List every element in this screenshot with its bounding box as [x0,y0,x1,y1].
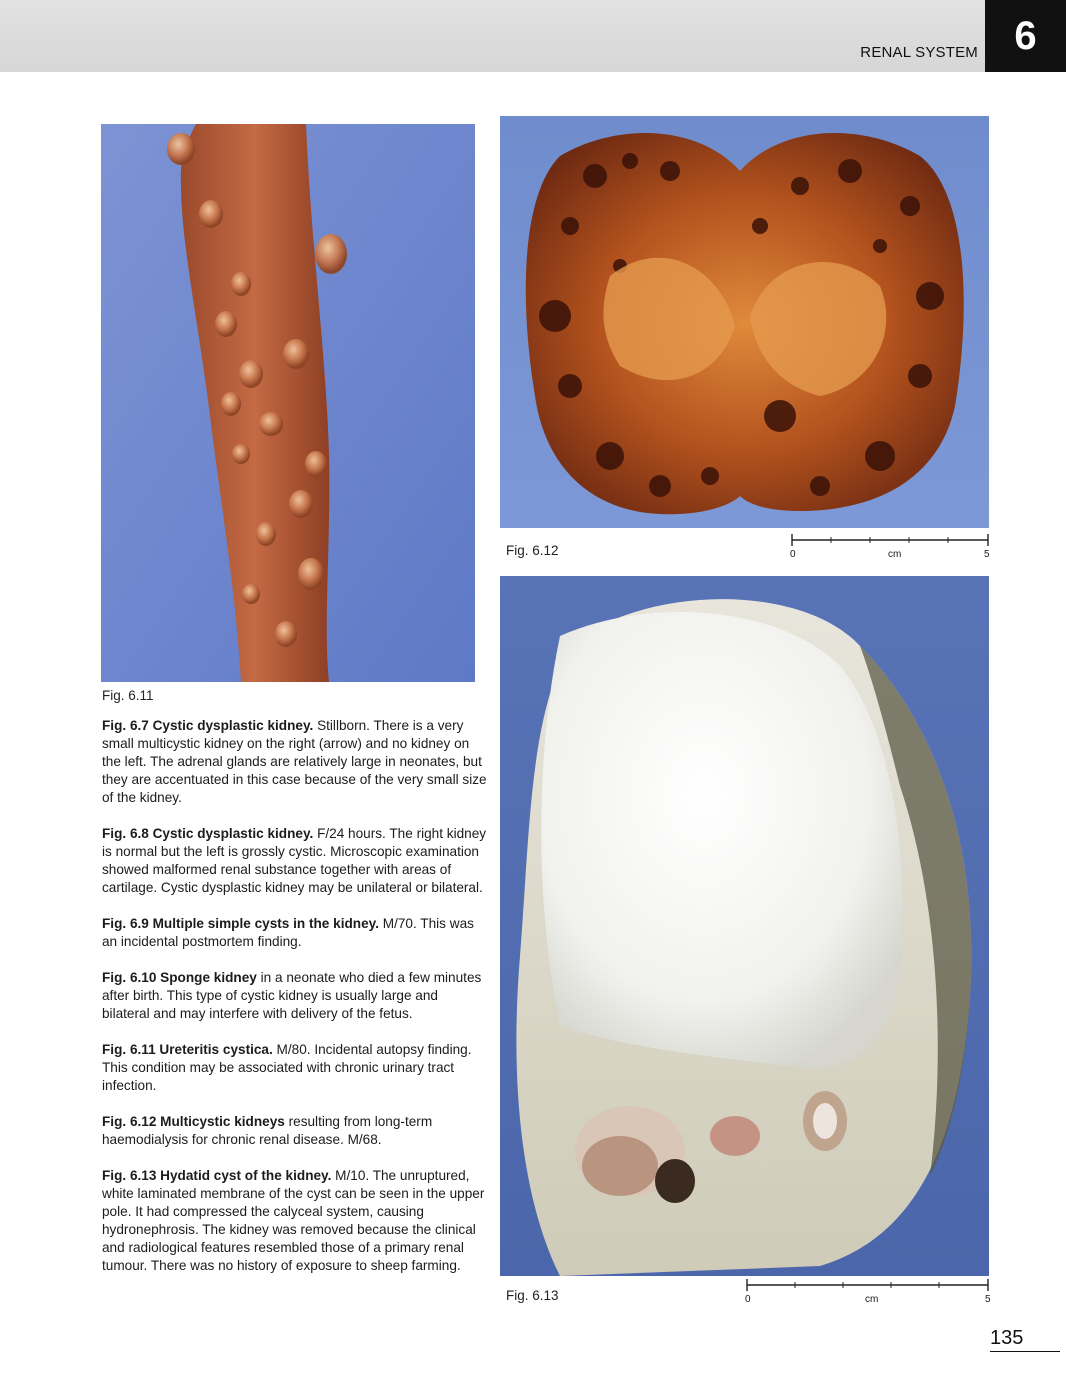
scale-end: 5 [984,549,990,560]
section-title: RENAL SYSTEM [860,44,978,61]
caption-text: in a neonate who died a few minutes after birth. This type of cystic kidney is usually large and bilateral and may interfere with delivery of the fetus. [102,970,482,1021]
caption-text: F/24 hours. The right kidney is normal but the left is grossly cystic. Microscopic examination showed malformed renal substance together with areas of cartilage. Cystic dysplastic kidney may be unilateral or bilateral. [102,826,487,895]
figure-6-13-photo [500,576,989,1276]
caption-fig-6-12 [102,1113,488,1149]
caption-fig-6-10 [102,969,488,1023]
figure-6-12-scale-bar [790,533,990,563]
scale-unit: cm [865,1294,879,1305]
caption-title: Fig. 6.9 Multiple simple cysts in the kidney. [102,916,379,931]
caption-title: Fig. 6.11 Ureteritis cystica. [102,1042,273,1057]
scale-start: 0 [745,1294,751,1305]
figure-6-12-photo [500,116,989,528]
figure-6-13-scale-bar [745,1278,990,1308]
figure-6-11-photo [101,124,475,682]
figure-6-13-label: Fig. 6.13 [506,1288,559,1303]
caption-fig-6-7 [102,717,488,807]
scale-unit: cm [888,549,902,560]
caption-text: M/70. This was an incidental postmortem finding. [102,916,474,949]
caption-column [102,717,488,1293]
caption-fig-6-11 [102,1041,488,1095]
caption-title: Fig. 6.10 Sponge kidney [102,970,257,985]
caption-fig-6-9 [102,915,488,951]
caption-text: resulting from long-term haemodialysis for chronic renal disease. M/68. [102,1114,433,1147]
scale-end: 5 [985,1294,991,1305]
caption-title: Fig. 6.12 Multicystic kidneys [102,1114,285,1129]
page-number-rule [990,1351,1060,1352]
figure-6-11-label: Fig. 6.11 [102,688,154,703]
chapter-tab: 6 [985,0,1066,72]
caption-text: M/80. Incidental autopsy finding. This condition may be associated with chronic urinary tract infection. [102,1042,472,1093]
caption-title: Fig. 6.8 Cystic dysplastic kidney. [102,826,314,841]
header-band [0,0,985,72]
caption-title: Fig. 6.13 Hydatid cyst of the kidney. [102,1168,332,1183]
caption-text: Stillborn. There is a very small multicystic kidney on the right (arrow) and no kidney on the left. The adrenal glands are relatively large in neonates, but they are accentuated in this case because of the very small size of the kidney. [102,718,487,805]
caption-fig-6-13 [102,1167,488,1275]
caption-text: M/10. The unruptured, white laminated membrane of the cyst can be seen in the upper pole. It had compressed the calyceal system, causing hydronephrosis. The kidney was removed because the clinical and radiological features resembled those of a primary renal tumour. There was no history of exposure to sheep farming. [102,1168,485,1273]
page-number: 135 [990,1327,1024,1349]
caption-title: Fig. 6.7 Cystic dysplastic kidney. [102,718,314,733]
figure-6-12-label: Fig. 6.12 [506,543,559,558]
caption-fig-6-8 [102,825,488,897]
scale-start: 0 [790,549,796,560]
